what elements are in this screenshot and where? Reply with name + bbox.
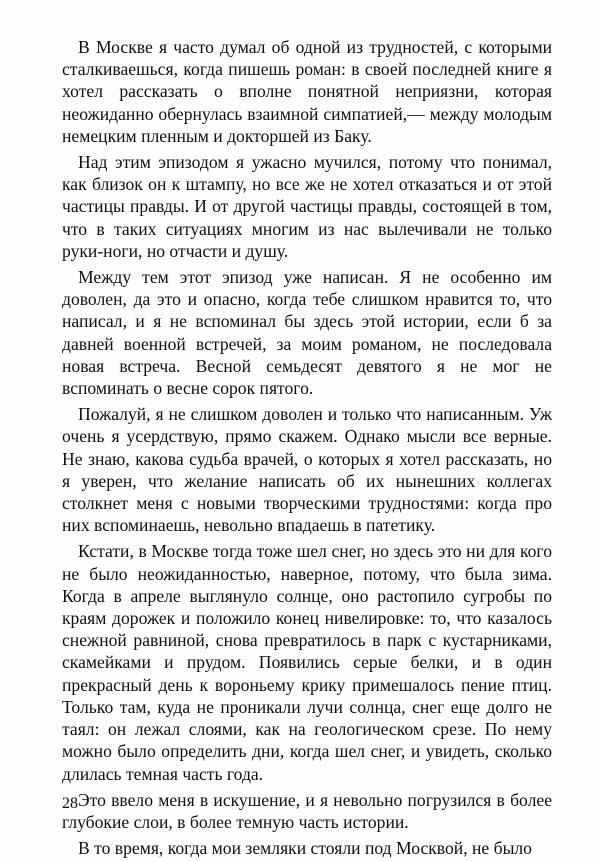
body-text <box>62 36 552 859</box>
paragraph-3: Между тем этот эпизод уже написан. Я не особенно им доволен, да это и опасно, когда тебе слишком нравится то, что написал, и я не вспоминал бы здесь этой истории, если б за давней военной встречей, за моим романом, не последовала новая встреча. Весной семьдесят девятого я не мог не вспоминать о весне сорок пятого. <box>62 267 552 399</box>
paragraph-5: Кстати, в Москве тогда тоже шел снег, но здесь это ни для кого не было неожиданностью, наверное, потому, что была зима. Когда в апреле выглянуло солнце, оно растопило сугробы по краям дорожек и положило конец нивелировке: то, что казалось снежной равниной, снова превратилось в парк с кустарниками, скамейками и прудом. Появились серые белки, и в один прекрасный день к вороньему крику примешалось пение птиц. Только там, куда не проникали лучи солнца, снег еще долго не таял: он лежал слоями, как на геологическом срезе. По нему можно было определить дни, когда шел снег, и увидеть, сколько длилась темная часть года. <box>62 541 552 784</box>
page-number: 28 <box>62 795 78 812</box>
paragraph-2: Над этим эпизодом я ужасно мучился, потому что понимал, как близок он к штампу, но все же не хотел отказаться и от этой частицы правды. И от другой частицы правды, состоящей в том, что в таких ситуациях многим из нас вылечивали не только руки-ноги, но отчасти и душу. <box>62 152 552 261</box>
paragraph-4: Пожалуй, я не слишком доволен и только что написанным. Уж очень я усердствую, прямо скажем. Однако мысли все верные. Не знаю, какова судьба врачей, о которых я хотел рассказать, но я уверен, что желание написать об их нынешних коллегах столкнет меня с новыми творческими трудностями: когда про них вспоминаешь, невольно впадаешь в патетику. <box>62 404 552 536</box>
paragraph-6: Это ввело меня в искушение, и я невольно погрузился в более глубокие слои, в более темную часть истории. <box>62 789 552 832</box>
paragraph-1: В Москве я часто думал об одной из трудностей, с которыми сталкиваешься, когда пишешь роман: в своей последней книге я хотел рассказать о вполне понятной неприязни, которая неожиданно обернулась взаимной симпатией,— между молодым немецким пленным и докторшей из Баку. <box>62 37 552 146</box>
paragraph-7: В то время, когда мои земляки стояли под Москвой, не было <box>78 838 532 859</box>
